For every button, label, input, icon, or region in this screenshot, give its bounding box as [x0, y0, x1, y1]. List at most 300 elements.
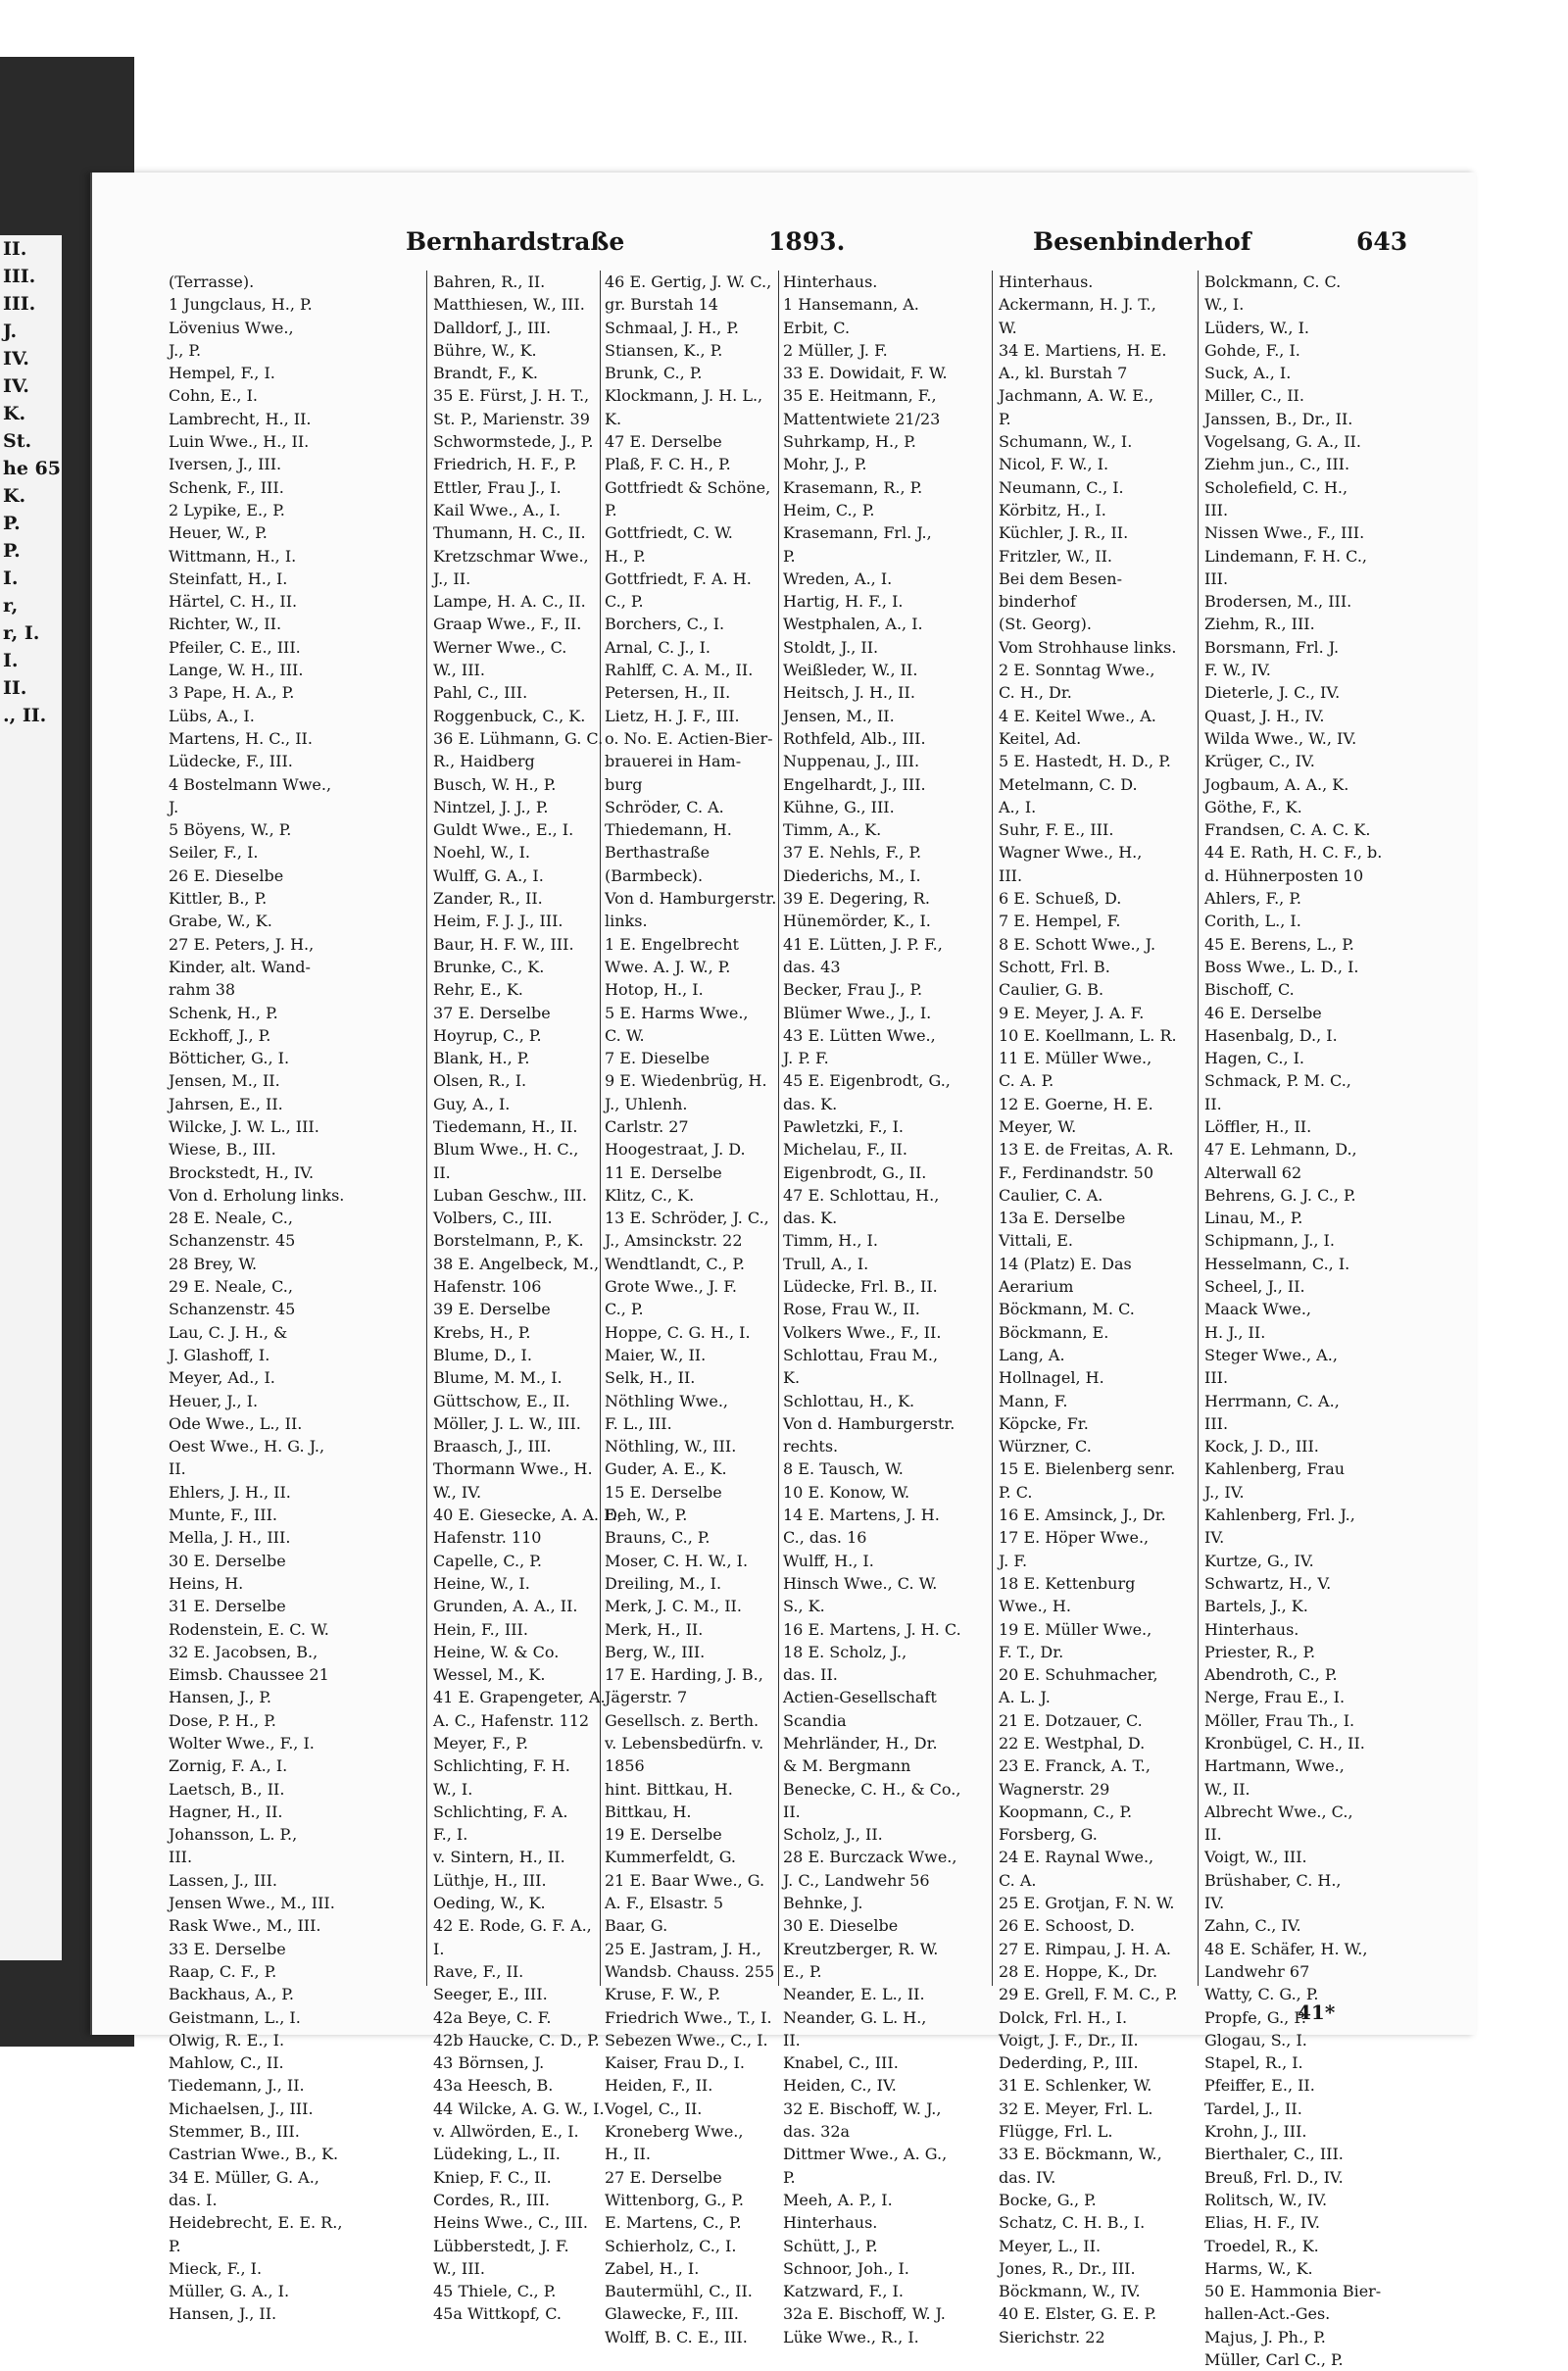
directory-entry: J. F. [999, 1551, 1028, 1570]
directory-entry: 4 E. Keitel Wwe., A. [999, 706, 1156, 725]
directory-entry: Albrecht Wwe., C., [1204, 1802, 1353, 1821]
directory-entry: 47 E. Lehmann, D., [1204, 1140, 1357, 1160]
header-year: 1893. [768, 227, 846, 256]
directory-entry: Gottfriedt, C. W. [605, 523, 733, 543]
directory-entry: Friedrich, H. F., P. [433, 455, 577, 474]
directory-entry: Mieck, F., I. [169, 2258, 263, 2278]
directory-entry: 1 Jungclaus, H., P. [169, 295, 313, 315]
directory-entry: burg [605, 774, 643, 794]
directory-entry: Thiedemann, H. [605, 820, 732, 840]
directory-entry: 36 E. Lühmann, G. C. [433, 728, 604, 748]
directory-entry: Zander, R., II. [433, 889, 543, 909]
directory-entry: J. Glashoff, I. [169, 1345, 270, 1364]
directory-entry: W., I. [1204, 295, 1245, 315]
directory-entry: Wulff, H., I. [783, 1551, 874, 1570]
fragment-entry: r, I. [3, 622, 40, 644]
directory-entry: Wendtlandt, C., P. [605, 1254, 745, 1273]
directory-entry: 17 E. Höper Wwe., [999, 1528, 1150, 1548]
directory-entry: Michaelsen, J., III. [169, 2099, 314, 2118]
directory-entry: Lindemann, F. H. C., [1204, 546, 1367, 566]
directory-entry: Kroneberg Wwe., [605, 2122, 744, 2142]
directory-page [90, 173, 1476, 2370]
directory-entry: Brandt, F., K. [433, 364, 538, 383]
directory-entry: Watty, C. G., P. [1204, 1985, 1319, 2004]
directory-entry: 42a Beye, C. F. [433, 2007, 552, 2027]
directory-entry: Wiese, B., III. [169, 1140, 276, 1160]
directory-entry: Kail Wwe., A., I. [433, 500, 561, 519]
directory-entry: Brockstedt, H., IV. [169, 1162, 315, 1182]
directory-entry: 1 E. Engelbrecht [605, 934, 739, 954]
directory-entry: II. [169, 1459, 186, 1479]
directory-entry: Rask Wwe., M., III. [169, 1916, 321, 1936]
directory-entry: Nissen Wwe., F., III. [1204, 523, 1365, 543]
directory-entry: 27 E. Rimpau, J. H. A. [999, 1939, 1171, 1958]
directory-entry: P. [783, 2167, 796, 2187]
directory-entry: Brodersen, M., III. [1204, 592, 1352, 612]
directory-entry: H., II. [605, 2145, 651, 2164]
directory-entry: 25 E. Jastram, J. H., [605, 1939, 761, 1958]
directory-entry: Koopmann, C., P. [999, 1802, 1133, 1821]
directory-entry: Wagner Wwe., H., [999, 843, 1143, 863]
directory-entry: Gottfriedt, F. A. H. [605, 568, 752, 588]
directory-entry: 10 E. Konow, W. [783, 1482, 910, 1502]
directory-entry: 14 E. Martens, J. H. [783, 1506, 940, 1525]
directory-entry: A., I. [999, 797, 1037, 816]
directory-entry: Wulff, G. A., I. [433, 865, 544, 885]
directory-entry: Scholz, J., II. [783, 1825, 883, 1845]
directory-entry: Diederichs, M., I. [783, 865, 921, 885]
directory-entry: Bötticher, G., I. [169, 1049, 290, 1068]
directory-entry: Castrian Wwe., B., K. [169, 2145, 339, 2164]
directory-entry: Lüdeking, L., II. [433, 2145, 561, 2164]
directory-entry: Hansen, J., P. [169, 1688, 271, 1707]
directory-entry: 47 E. Schlottau, H., [783, 1185, 940, 1205]
directory-entry: Mehrländer, H., Dr. [783, 1734, 938, 1753]
directory-entry: K. [605, 409, 622, 428]
directory-entry: 42 E. Rode, G. F. A., [433, 1916, 592, 1936]
directory-entry: 22 E. Westphal, D. [999, 1734, 1146, 1753]
directory-entry: Meyer, F., P. [433, 1734, 528, 1753]
directory-entry: Volbers, C., III. [433, 1209, 553, 1228]
directory-entry: Wilcke, J. W. L., III. [169, 1116, 319, 1136]
directory-entry: 43a Heesch, B. [433, 2076, 554, 2096]
directory-entry: 50 E. Hammonia Bier- [1204, 2282, 1382, 2301]
directory-entry: Hartmann, Wwe., [1204, 1756, 1345, 1776]
directory-entry: Von d. Hamburgerstr. [605, 889, 777, 909]
directory-entry: Hinterhaus. [783, 2213, 878, 2233]
directory-entry: Von d. Erholung links. [169, 1185, 345, 1205]
directory-entry: Hagen, C., I. [1204, 1049, 1305, 1068]
directory-entry: Grote Wwe., J. F. [605, 1277, 737, 1297]
directory-entry: Behrens, G. J. C., P. [1204, 1185, 1356, 1205]
directory-entry: Bartels, J., K. [1204, 1597, 1308, 1616]
directory-entry: Schlottau, H., K. [783, 1391, 915, 1410]
directory-entry: v. Allwörden, E., I. [433, 2122, 579, 2142]
directory-entry: Blume, D., I. [433, 1345, 532, 1364]
directory-entry: W., III. [433, 2258, 485, 2278]
directory-entry: Lüdecke, Frl. B., II. [783, 1277, 938, 1297]
directory-entry: Bocke, G., P. [999, 2190, 1097, 2209]
directory-entry: Miller, C., II. [1204, 386, 1304, 406]
directory-entry: Möller, Frau Th., I. [1204, 1710, 1355, 1730]
directory-entry: (Terrasse). [169, 272, 255, 291]
directory-entry: 47 E. Derselbe [605, 432, 722, 452]
fragment-entry: III. [3, 266, 36, 287]
directory-entry: Hinterhaus. [1204, 1619, 1299, 1639]
directory-entry: W. [999, 318, 1017, 337]
directory-entry: & M. Bergmann [783, 1756, 911, 1776]
directory-entry: Behnke, J. [783, 1894, 863, 1913]
directory-entry: Metelmann, C. D. [999, 774, 1138, 794]
directory-entry: 25 E. Grotjan, F. N. W. [999, 1894, 1175, 1913]
directory-entry: Borsmann, Frl. J. [1204, 637, 1340, 657]
directory-entry: Johansson, L. P., [169, 1825, 298, 1845]
directory-entry: C. W. [605, 1025, 645, 1045]
directory-entry: das. II. [783, 1665, 838, 1685]
directory-entry: Krebs, H., P. [433, 1322, 531, 1342]
directory-entry: Hoogestraat, J. D. [605, 1140, 746, 1160]
directory-entry: Trull, A., I. [783, 1254, 869, 1273]
directory-entry: Härtel, C. H., II. [169, 592, 298, 612]
adjacent-page-fragment [0, 235, 62, 1960]
directory-entry: Ackermann, H. J. T., [999, 295, 1156, 315]
directory-entry: Caulier, G. B. [999, 980, 1104, 1000]
directory-entry: J., P. [169, 340, 202, 360]
directory-entry: 40 E. Giesecke, A. A. F., [433, 1506, 622, 1525]
directory-entry: v. Sintern, H., II. [433, 1848, 565, 1867]
directory-entry: 28 E. Neale, C., [169, 1209, 293, 1228]
directory-entry: 31 E. Schlenker, W. [999, 2076, 1152, 2096]
directory-entry: W., II. [1204, 1779, 1250, 1799]
directory-entry: Brüshaber, C. H., [1204, 1870, 1342, 1890]
directory-entry: 46 E. Derselbe [1204, 1003, 1322, 1022]
directory-entry: 4 Bostelmann Wwe., [169, 774, 332, 794]
directory-entry: Pfeiler, C. E., III. [169, 637, 301, 657]
directory-entry: Hein, F., III. [433, 1619, 528, 1639]
fragment-entry: J. [3, 321, 18, 342]
header-street-left: Bernhardstraße [406, 227, 625, 256]
directory-entry: Meyer, L., II. [999, 2236, 1102, 2255]
directory-entry: Capelle, C., P. [433, 1551, 542, 1570]
directory-entry: Olsen, R., I. [433, 1071, 527, 1091]
directory-entry: Hinterhaus. [999, 272, 1094, 291]
directory-entry: Neander, G. L. H., [783, 2007, 927, 2027]
directory-entry: rechts. [783, 1437, 839, 1457]
directory-entry: Dolck, Frl. H., I. [999, 2007, 1128, 2027]
directory-entry: Guldt Wwe., E., I. [433, 820, 574, 840]
directory-entry: Lang, A. [999, 1345, 1065, 1364]
directory-entry: Priester, R., P. [1204, 1642, 1316, 1661]
directory-entry: Nöthling Wwe., [605, 1391, 729, 1410]
directory-entry: 45 E. Berens, L., P. [1204, 934, 1354, 954]
directory-entry: 32 E. Meyer, Frl. L. [999, 2099, 1153, 2118]
directory-entry: P. [783, 546, 796, 566]
directory-entry: P. [605, 500, 617, 519]
directory-entry: Dalldorf, J., III. [433, 318, 552, 337]
directory-entry: Seeger, E., III. [433, 1985, 548, 2004]
directory-entry: Heine, W. & Co. [433, 1642, 560, 1661]
directory-entry: Rodenstein, E. C. W. [169, 1619, 329, 1639]
fragment-entry: P. [3, 540, 21, 562]
directory-entry: Tardel, J., II. [1204, 2099, 1302, 2118]
directory-entry: Suhrkamp, H., P. [783, 432, 916, 452]
directory-entry: Lampe, H. A. C., II. [433, 592, 586, 612]
directory-entry: Müller, Carl C., P. [1204, 2350, 1344, 2370]
directory-entry: 33 E. Böckmann, W., [999, 2145, 1162, 2164]
directory-entry: Wittenborg, G., P. [605, 2190, 744, 2209]
fragment-entry: K. [3, 403, 26, 424]
directory-entry: Kaiser, Frau D., I. [605, 2053, 745, 2073]
directory-entry: Heins, H. [169, 1573, 244, 1593]
directory-entry: Ode Wwe., L., II. [169, 1413, 303, 1433]
directory-entry: Hesselmann, C., I. [1204, 1254, 1350, 1273]
directory-entry: hint. Bittkau, H. [605, 1779, 733, 1799]
directory-entry: Hotop, H., I. [605, 980, 704, 1000]
directory-entry: 5 E. Harms Wwe., [605, 1003, 749, 1022]
directory-entry: Bischoff, C. [1204, 980, 1295, 1000]
directory-entry: Würzner, C. [999, 1437, 1092, 1457]
directory-entry: Kniep, F. C., II. [433, 2167, 552, 2187]
directory-entry: Kummerfeldt, G. [605, 1848, 737, 1867]
directory-entry: Hartig, H. F., I. [783, 592, 904, 612]
directory-entry: Schenk, F., III. [169, 477, 284, 497]
signature-mark: 41* [1298, 2001, 1336, 2024]
directory-entry: Schenk, H., P. [169, 1003, 278, 1022]
directory-entry: 12 E. Goerne, H. E. [999, 1094, 1153, 1113]
directory-entry: Werner Wwe., C. [433, 637, 567, 657]
directory-entry: Maier, W., II. [605, 1345, 707, 1364]
fragment-entry: II. [3, 677, 27, 699]
directory-entry: Bei dem Besen- [999, 568, 1123, 588]
directory-entry: A. L. J. [999, 1688, 1051, 1707]
directory-entry: A., kl. Burstah 7 [999, 364, 1128, 383]
directory-entry: H. J., II. [1204, 1322, 1266, 1342]
fragment-entry: he 65 [3, 458, 61, 479]
directory-entry: Tiedemann, J., II. [169, 2076, 305, 2096]
directory-entry: Schmack, P. M. C., [1204, 1071, 1351, 1091]
directory-entry: Stapel, R., I. [1204, 2053, 1303, 2073]
fragment-entry: St. [3, 430, 32, 452]
directory-entry: Dieterle, J. C., IV. [1204, 683, 1341, 703]
header-street-right: Besenbinderhof [1033, 227, 1251, 256]
fragment-entry: P. [3, 513, 21, 534]
directory-entry: Munte, F., III. [169, 1506, 277, 1525]
directory-entry: C., P. [605, 592, 644, 612]
directory-entry: Böckmann, M. C. [999, 1300, 1135, 1319]
directory-entry: Schatz, C. H. B., I. [999, 2213, 1146, 2233]
directory-entry: Neander, E. L., II. [783, 1985, 925, 2004]
directory-entry: Luin Wwe., H., II. [169, 432, 310, 452]
directory-entry: Lüders, W., I. [1204, 318, 1309, 337]
directory-entry: Ziehm, R., III. [1204, 615, 1315, 634]
directory-entry: das. K. [783, 1209, 838, 1228]
directory-entry: Merk, J. C. M., II. [605, 1597, 742, 1616]
directory-entry: Benecke, C. H., & Co., [783, 1779, 961, 1799]
directory-entry: Heiden, C., IV. [783, 2076, 897, 2096]
directory-entry: Backhaus, A., P. [169, 1985, 294, 2004]
directory-entry: 46 E. Gertig, J. W. C., [605, 272, 772, 291]
directory-entry: Mella, J. H., III. [169, 1528, 291, 1548]
directory-entry: Heuer, W., P. [169, 523, 268, 543]
directory-entry: Rothfeld, Alb., III. [783, 728, 926, 748]
directory-entry: II. [1204, 1825, 1222, 1845]
directory-entry: Pahl, C., III. [433, 683, 528, 703]
directory-entry: Katzward, F., I. [783, 2282, 904, 2301]
directory-entry: 26 E. Dieselbe [169, 865, 284, 885]
directory-entry: Bolckmann, C. C. [1204, 272, 1342, 291]
directory-entry: 32 E. Bischoff, W. J., [783, 2099, 942, 2118]
directory-entry: 33 E. Dowidait, F. W. [783, 364, 948, 383]
directory-entry: Rolitsch, W., IV. [1204, 2190, 1328, 2209]
directory-entry: Kahlenberg, Frau [1204, 1459, 1346, 1479]
directory-entry: das. I. [169, 2190, 218, 2209]
directory-entry: Brunk, C., P. [605, 364, 703, 383]
directory-entry: Krasemann, Frl. J., [783, 523, 932, 543]
directory-entry: 7 E. Hempel, F. [999, 912, 1121, 931]
directory-entry: Caulier, C. A. [999, 1185, 1103, 1205]
directory-entry: Selk, H., II. [605, 1368, 696, 1388]
directory-entry: Meyer, W. [999, 1116, 1077, 1136]
directory-entry: Timm, A., K. [783, 820, 882, 840]
directory-entry: W., I. [433, 1779, 473, 1799]
directory-entry: Thormann Wwe., H. [433, 1459, 593, 1479]
directory-entry: Hinterhaus. [783, 272, 878, 291]
directory-entry: 18 E. Kettenburg [999, 1573, 1136, 1593]
directory-entry: C., das. 16 [783, 1528, 867, 1548]
directory-entry: Bühre, W., K. [433, 340, 537, 360]
directory-entry: J., Amsinckstr. 22 [605, 1231, 743, 1251]
directory-entry: S., K. [783, 1597, 825, 1616]
fragment-entry: r, [3, 595, 19, 617]
directory-entry: 35 E. Heitmann, F., [783, 386, 937, 406]
directory-entry: Scholefield, C. H., [1204, 477, 1348, 497]
directory-entry: 13 E. de Freitas, A. R. [999, 1140, 1174, 1160]
directory-entry: o. No. E. Actien-Bier- [605, 728, 773, 748]
directory-entry: Schwormstede, J., P. [433, 432, 594, 452]
directory-entry: P. C. [999, 1482, 1033, 1502]
directory-entry: Wandsb. Chauss. 255 [605, 1961, 775, 1981]
directory-entry: Friedrich Wwe., T., I. [605, 2007, 772, 2027]
directory-entry: Schütt, J., P. [783, 2236, 878, 2255]
directory-entry: Mahlow, C., II. [169, 2053, 284, 2073]
directory-entry: 45 Thiele, C., P. [433, 2282, 557, 2301]
directory-entry: Blum Wwe., H. C., [433, 1140, 579, 1160]
directory-entry: Kronbügel, C. H., II. [1204, 1734, 1365, 1753]
directory-entry: Lüdecke, F., III. [169, 752, 293, 771]
directory-entry: Volkers Wwe., F., II. [783, 1322, 942, 1342]
directory-entry: Heine, W., I. [433, 1573, 530, 1593]
directory-entry: Gottfriedt & Schöne, [605, 477, 771, 497]
directory-entry: 31 E. Derselbe [169, 1597, 286, 1616]
directory-entry: 39 E. Derselbe [433, 1300, 551, 1319]
directory-entry: 27 E. Peters, J. H., [169, 934, 315, 954]
directory-entry: Göthe, F., K. [1204, 797, 1302, 816]
directory-entry: Möller, J. L. W., III. [433, 1413, 581, 1433]
directory-entry: Hoppe, C. G. H., I. [605, 1322, 751, 1342]
directory-entry: 45a Wittkopf, C. [433, 2304, 562, 2324]
directory-entry: 35 E. Fürst, J. H. T., [433, 386, 590, 406]
directory-entry: 19 E. Müller Wwe., [999, 1619, 1152, 1639]
directory-entry: Timm, H., I. [783, 1231, 878, 1251]
directory-entry: 33 E. Derselbe [169, 1939, 286, 1958]
directory-entry: 7 E. Dieselbe [605, 1049, 710, 1068]
directory-entry: Jahrsen, E., II. [169, 1094, 283, 1113]
directory-entry: Merk, H., II. [605, 1619, 704, 1639]
directory-entry: Löffler, H., II. [1204, 1116, 1312, 1136]
directory-entry: 13 E. Schröder, J. C., [605, 1209, 769, 1228]
directory-entry: F. W., IV. [1204, 661, 1271, 680]
directory-entry: Maack Wwe., [1204, 1300, 1311, 1319]
directory-entry: 16 E. Martens, J. H. C. [783, 1619, 961, 1639]
directory-entry: 30 E. Derselbe [169, 1551, 286, 1570]
directory-entry: Vogelsang, G. A., II. [1204, 432, 1361, 452]
directory-entry: das. 32a [783, 2122, 851, 2142]
directory-entry: Voigt, J. F., Dr., II. [999, 2030, 1139, 2050]
directory-entry: Olwig, R. E., I. [169, 2030, 285, 2050]
directory-entry: Wagnerstr. 29 [999, 1779, 1110, 1799]
directory-entry: 45 E. Eigenbrodt, G., [783, 1071, 951, 1091]
directory-entry: Körbitz, H., I. [999, 500, 1106, 519]
directory-entry: Krüger, C., IV. [1204, 752, 1315, 771]
directory-entry: P. [999, 409, 1011, 428]
directory-entry: Rose, Frau W., II. [783, 1300, 920, 1319]
directory-entry: Troedel, R., K. [1204, 2236, 1319, 2255]
directory-entry: Zabel, H., I. [605, 2258, 700, 2278]
directory-entry: 28 Brey, W. [169, 1254, 258, 1273]
directory-entry: R., Haidberg [433, 752, 535, 771]
fragment-entry: K. [3, 485, 26, 507]
directory-entry: Vom Strohhause links. [999, 637, 1177, 657]
directory-entry: 41 E. Grapengeter, A. [433, 1688, 606, 1707]
directory-entry: C. A. P. [999, 1071, 1054, 1091]
directory-entry: das. IV. [999, 2167, 1056, 2187]
directory-entry: Hoyrup, C., P. [433, 1025, 542, 1045]
directory-entry: Jones, R., Dr., III. [999, 2258, 1136, 2278]
directory-entry: 34 E. Müller, G. A., [169, 2167, 319, 2187]
directory-entry: Hagner, H., II. [169, 1802, 283, 1821]
directory-entry: Iversen, J., III. [169, 455, 282, 474]
directory-entry: F., I. [433, 1825, 468, 1845]
directory-entry: Heins Wwe., C., III. [433, 2213, 588, 2233]
directory-entry: Blümer Wwe., J., I. [783, 1003, 932, 1022]
directory-entry: Harms, W., K. [1204, 2258, 1313, 2278]
directory-entry: IV. [1204, 1528, 1225, 1548]
directory-entry: Müller, G. A., I. [169, 2282, 290, 2301]
directory-entry: 43 Börnsen, J. [433, 2053, 545, 2073]
directory-entry: Linau, M., P. [1204, 1209, 1303, 1228]
directory-entry: Jensen, M., II. [169, 1071, 280, 1091]
directory-entry: Roggenbuck, C., K. [433, 706, 586, 725]
directory-entry: Pawletzki, F., I. [783, 1116, 904, 1136]
directory-entry: Keitel, Ad. [999, 728, 1082, 748]
directory-entry: Mann, F. [999, 1391, 1068, 1410]
directory-entry: Kruse, F. W., P. [605, 1985, 721, 2004]
directory-entry: Klockmann, J. H. L., [605, 386, 763, 406]
directory-entry: 32a E. Bischoff, W. J. [783, 2304, 946, 2324]
directory-entry: 27 E. Derselbe [605, 2167, 722, 2187]
directory-entry: Michelau, F., II. [783, 1140, 907, 1160]
directory-entry: Fritzler, W., II. [999, 546, 1113, 566]
directory-entry: das. 43 [783, 957, 841, 976]
directory-entry: 39 E. Degering, R. [783, 889, 930, 909]
directory-entry: Schnoor, Joh., I. [783, 2258, 909, 2278]
directory-entry: 41 E. Lütten, J. P. F., [783, 934, 943, 954]
fragment-entry: IV. [3, 348, 29, 370]
directory-entry: Von d. Hamburgerstr. [783, 1413, 956, 1433]
directory-entry: Krohn, J., III. [1204, 2122, 1307, 2142]
directory-entry: Suck, A., I. [1204, 364, 1292, 383]
directory-entry: 24 E. Raynal Wwe., [999, 1848, 1154, 1867]
